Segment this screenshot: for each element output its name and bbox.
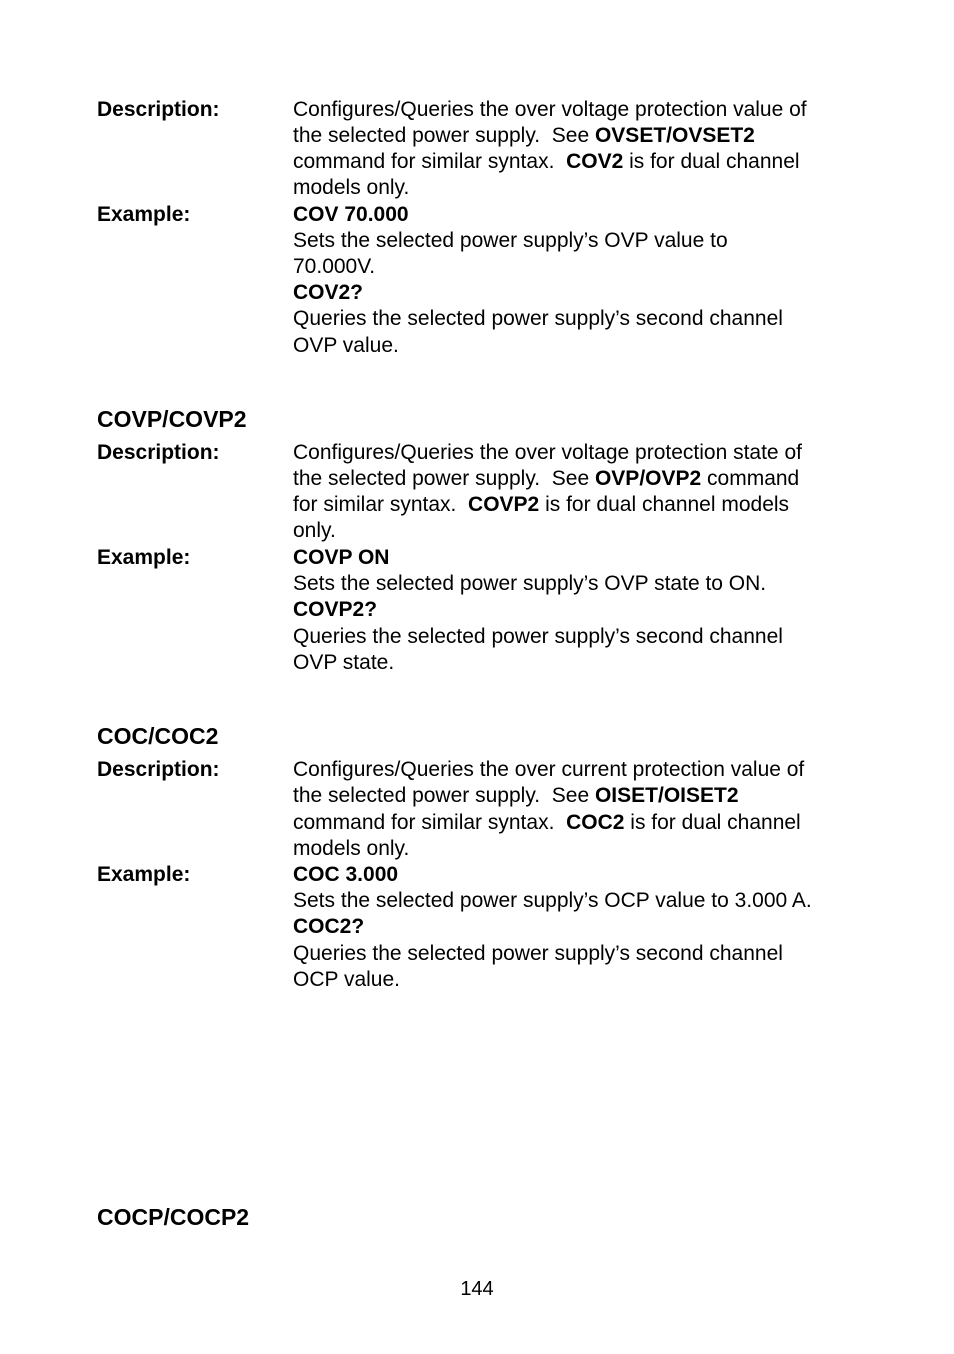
coc-example-2-text-line-1: Queries the selected power supply’s second channel [293,942,783,965]
cov-example-label: Example: [97,203,191,226]
cov-description-line-1: Configures/Queries the over voltage protection value of [293,98,807,121]
cov-description-command-ref: OVSET/OVSET2 [594,124,755,147]
coc-description-text: command for similar syntax. [293,811,567,834]
covp-description-text: the selected power supply. See [293,467,595,490]
cov-description-text: the selected power supply. See [293,124,595,147]
coc-description-line-1: Configures/Queries the over current protection value of [293,758,805,781]
coc-description-line-4: models only. [293,837,410,860]
covp-example-label: Example: [97,546,191,569]
coc-example-1-command: COC 3.000 [293,863,399,886]
cov-example-2-command: COV2? [293,281,364,304]
cov-description-label: Description: [97,98,220,121]
coc-description-command-ref: OISET/OISET2 [594,784,739,807]
covp-description-text: is for dual channel models [539,493,790,516]
cov-example-1-text-line-2: 70.000V. [293,255,376,278]
covp-example-1-command: COVP ON [293,546,390,569]
coc-description-line-2 [293,783,739,809]
covp-description-command-ref: OVP/OVP2 [594,467,702,490]
coc-description-line-3 [293,810,801,836]
coc-description-command-ref: COC2 [566,811,625,834]
coc-example-label: Example: [97,863,191,886]
covp-example-1-text-line-1: Sets the selected power supply’s OVP state to ON. [293,572,767,595]
cov-description-text: command for similar syntax. [293,150,567,173]
coc-example-1-text-line-1: Sets the selected power supply’s OCP value to 3.000 A. [293,889,812,912]
cov-example-2-text-line-2: OVP value. [293,334,399,357]
covp-description-line-3 [293,492,789,518]
cov-description-line-3 [293,149,800,175]
cov-description-command-ref: COV2 [566,150,624,173]
covp-description-line-1: Configures/Queries the over voltage protection state of [293,441,802,464]
cov-description-line-2 [293,123,755,149]
coc-description-text: the selected power supply. See [293,784,595,807]
cocp-section-heading: COCP/COCP2 [97,1204,250,1230]
coc-example-2-command: COC2? [293,915,365,938]
cov-description-line-4: models only. [293,176,410,199]
covp-example-2-text-line-2: OVP state. [293,651,395,674]
cov-description-text: is for dual channel [623,150,800,173]
coc-section-heading: COC/COC2 [97,723,219,749]
cov-example-2-text-line-1: Queries the selected power supply’s second channel [293,307,783,330]
covp-description-text: command [701,467,800,490]
page-number: 144 [460,1278,494,1300]
cov-example-1-text-line-1: Sets the selected power supply’s OVP value to [293,229,728,252]
covp-description-command-ref: COVP2 [468,493,540,516]
covp-description-line-2 [293,466,799,492]
coc-description-label: Description: [97,758,220,781]
covp-example-2-text-line-1: Queries the selected power supply’s second channel [293,625,783,648]
cov-example-1-command: COV 70.000 [293,203,409,226]
covp-description-text: for similar syntax. [293,493,469,516]
covp-description-line-4: only. [293,519,336,542]
coc-example-2-text-line-2: OCP value. [293,968,400,991]
covp-description-label: Description: [97,441,220,464]
coc-description-text: is for dual channel [624,811,801,834]
covp-section-heading: COVP/COVP2 [97,406,247,432]
covp-example-2-command: COVP2? [293,598,378,621]
